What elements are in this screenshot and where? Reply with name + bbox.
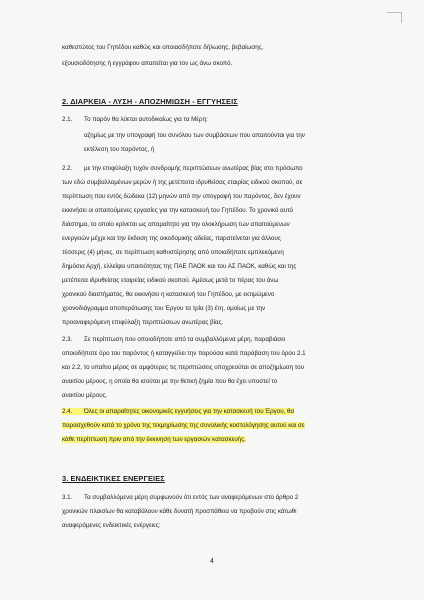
paragraph-2-3-line: αναιτίου μέρους, η οποία θα ισούται με την θετική ζημία που θα έχει υποστεί το <box>62 378 278 385</box>
section-3-heading: 3. ΕΝΔΕΙΚΤΙΚΕΣ ΕΝΕΡΓΕΙΕΣ <box>62 474 165 483</box>
paragraph-2-2-line: χρονοδιάγραμμα αποπεράτωσης του Έργου τα τρία (3) έτη, ομοίως με την <box>62 305 266 312</box>
paragraph-3-1-line: χρονικών πλαισίων θα καταβάλουν κάθε δυνατή προσπάθεια να προβούν στις κάτωθι <box>62 508 297 515</box>
paragraph-2-3-line: οποιοδήποτε όρο του παρόντος ή καταγγείλει την παρούσα κατά παράβαση του όρου 2.1 <box>62 350 306 357</box>
paragraph-2-2-line: των εδώ συμβαλλομένων μερών ή της μετέπειτα ιδρυθείσας εταιρίας ειδικού σκοπού, σε <box>62 179 303 186</box>
paragraph-2-2-line: δημόσια Αρχή, ελλείψει υπαιτιότητας της ΠΑΕ ΠΑΟΚ και του ΑΣ ΠΑΟΚ, καθώς και της <box>62 263 297 270</box>
paragraph-2-4-line: κάθε περίπτωση πριν από την έκκινηση των εργασιών κατασκευής. <box>62 436 246 443</box>
paragraph-2-2-line: εκκινήσει οι απαιτούμενες εργασίες για την κατασκευή του Γηπέδου. Το χρονικό αυτό <box>62 207 293 214</box>
page-number: 4 <box>210 558 214 565</box>
paragraph-2-1: 2.1. Το παρόν θα λύεται αυτοδικαίως για τα Μέρη: <box>62 114 372 126</box>
paragraph-number: 3.1. <box>62 494 73 501</box>
intro-line-1: καθεστώτος του Γηπέδου καθώς και οποιασδήποτε δήλωσης, βεβαίωσης, <box>62 44 264 51</box>
paragraph-2-3-line: και 2.2, το υπαίτιο μέρος σε αμφότερες τις περιπτώσεις υποχρεούται σε αποζημίωση του <box>62 364 304 371</box>
paragraph-3-1-line: 3.1. Τα συμβαλλόμενα μέρη συμφωνούν ότι εντός των αναφερόμενων στο άρθρο 2 <box>62 492 372 504</box>
paragraph-2-2-line: 2.2. με την επιφύλαξη τυχόν συνδρομής περιπτώσεων ανωτέρας βίας στο πρόσωπο <box>62 163 372 175</box>
paragraph-2-4-line: παρασχεθούν κατά το χρόνο της τεκμηρίωσης της συνολικής κοστολόγησης αυτού και σε <box>62 422 305 429</box>
bullet-2-1-line-1: αζημίως με την υπογραφή του συνόλου των συμβάσεων που απαιτούνται για την <box>84 132 305 139</box>
paragraph-3-1-line: αναφερόμενες ενδεικτικές ενέργειες: <box>62 522 161 529</box>
paragraph-number: 2.3. <box>62 336 73 343</box>
paragraph-2-4-line: 2.4. Όλες οι απαραίτητες οικονομικές εγγυήσεις για την κατασκευή του Έργου, θα <box>62 406 372 418</box>
section-2-heading: 2. ΔΙΑΡΚΕΙΑ - ΛΥΣΗ - ΑΠΟΖΗΜΙΩΣΗ - ΕΓΓΥΗΣΕΙΣ <box>62 97 238 106</box>
paragraph-2-2-line: διάστημα, το οποίο κρίνεται ως απαραίτητο για την ολοκλήρωση των απαιτούμενων <box>62 221 290 228</box>
paragraph-2-2-line: μετέπειτα ιδρυθείσας εταιρείας ειδικού σκοπού. Αμέσως μετά το πέρας του άνω <box>62 277 279 284</box>
intro-line-2: εξουσιοδότησης ή εγγράφου απαιτείται για τον ως άνω σκοπό. <box>62 60 233 67</box>
paragraph-2-2-line: χρονικού διαστήματος, θα εκκινήσει η κατασκευή του Γηπέδου, με εκτιμώμενο <box>62 291 275 298</box>
paragraph-number: 2.2. <box>62 165 73 172</box>
paragraph-2-2-line: περίπτωση που εντός δώδεκα (12) μηνών από την υπογραφή του παρόντος, δεν έχουν <box>62 193 301 200</box>
paragraph-2-2-line: προαναφερόμενη επιφύλαξη περιπτώσεων ανωτέρας βίας. <box>62 319 224 326</box>
paragraph-2-3-line: 2.3. Σε περίπτωση που οποιοδήποτε από τα συμβαλλόμενα μέρη, παραβιάσει <box>62 334 372 346</box>
paragraph-number: 2.1. <box>62 116 73 123</box>
bullet-2-1-line-2: εκτέλεση του παρόντος, ή <box>84 146 155 153</box>
paragraph-2-3-line: αναιτίου μέρους. <box>62 392 108 399</box>
paragraph-2-2-line: τέσσερις (4) μήνες, σε περίπτωση καθυστέρησης από οποιαδήποτε εμπλεκόμενη <box>62 249 284 256</box>
paragraph-2-2-line: ενεργειών μέχρι και την έκδοση της οικοδομικής αδείας, παρατείνεται για άλλους <box>62 235 281 242</box>
scan-corner-mark <box>387 12 402 23</box>
paragraph-number: 2.4. <box>62 408 73 415</box>
